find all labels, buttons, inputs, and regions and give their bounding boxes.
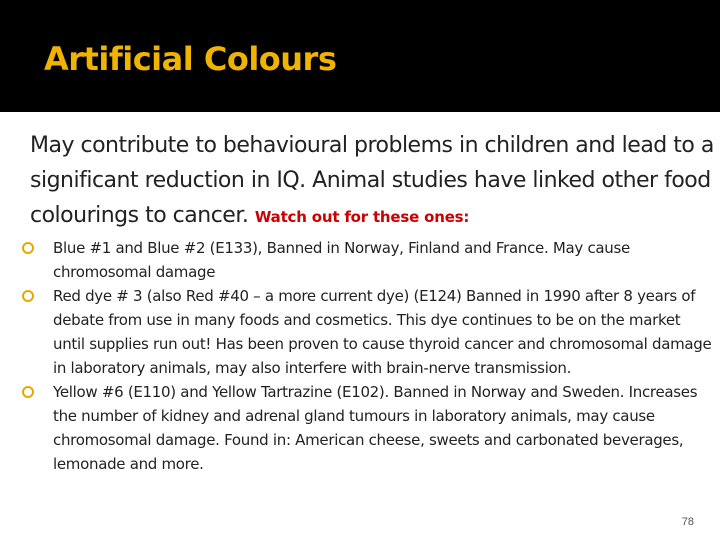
bullet-text: Red dye # 3 (also Red #40 – a more current dye) (E124) Banned in 1990 after 8 years of debate from use in many foods and cosmetics. This dye continues to be on the market until supplies run out! Has been proven to cause thyroid cancer and chromosomal damage in laboratory animals, may also interfere with brain-nerve transmission.	[53, 287, 712, 377]
circle-bullet-icon	[22, 242, 34, 254]
bullet-text: Yellow #6 (E110) and Yellow Tartrazine (E102). Banned in Norway and Sweden. Increases the number of kidney and adrenal gland tumours in laboratory animals, may cause chromosomal damage. Found in: American cheese, sweets and carbonated beverages, lemonade and more.	[53, 383, 698, 473]
bullet-list	[20, 236, 716, 476]
intro-text: May contribute to behavioural problems in children and lead to a significant reduction in IQ. Animal studies have linked other food colourings to cancer.	[30, 133, 714, 228]
watch-out-highlight: Watch out for these ones:	[254, 208, 470, 226]
intro-paragraph	[30, 128, 716, 235]
bullet-item-yellow	[20, 380, 716, 476]
slide-title: Artificial Colours	[44, 40, 337, 78]
circle-bullet-icon	[22, 290, 34, 302]
bullet-text: Blue #1 and Blue #2 (E133), Banned in Norway, Finland and France. May cause chromosomal damage	[53, 239, 630, 281]
bullet-item-red	[20, 284, 716, 380]
circle-bullet-icon	[22, 386, 34, 398]
title-bar	[0, 0, 720, 112]
page-number: 78	[681, 516, 694, 528]
bullet-item-blue	[20, 236, 716, 284]
